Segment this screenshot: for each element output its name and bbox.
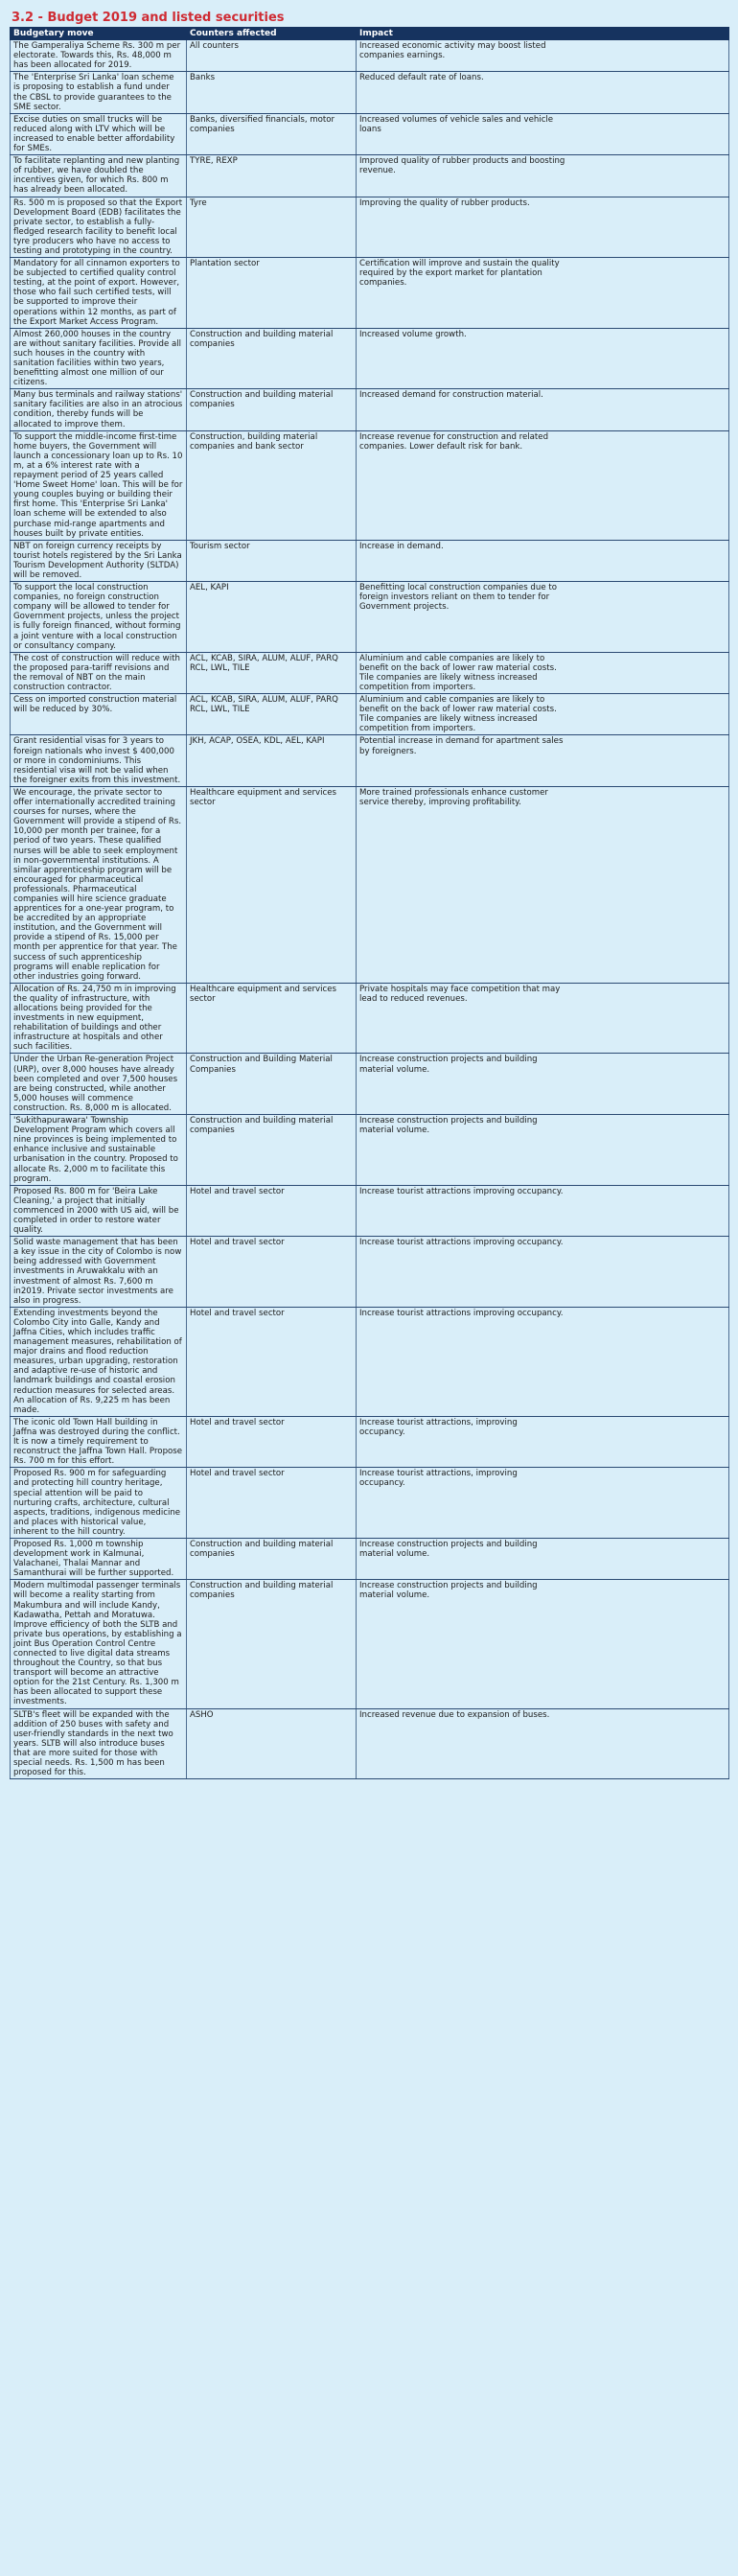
cell-impact: Increased economic activity may boost listed companies earnings. (357, 40, 729, 72)
cell-budgetary-move: To support the middle-income first-time home buyers, the Government will launch a concessionary loan up to Rs. 10 m, at a 6% interest rate with a repayment period of 25 years called 'Home Sweet Home' loan. This will be for young couples buying or building their first home. This 'Enterprise Sri Lanka' loan scheme will be extended to also purchase mid-range apartments and houses built by private entities. (11, 430, 187, 540)
table-row (11, 1468, 729, 1539)
cell-impact: Reduced default rate of loans. (357, 72, 729, 113)
cell-counters-affected: Construction and building material companies (187, 1580, 357, 1708)
cell-counters-affected: Hotel and travel sector (187, 1307, 357, 1416)
cell-budgetary-move: We encourage, the private sector to offer internationally accredited training courses for nurses, where the Government will provide a stipend of Rs. 10,000 per month per trainee, for a period of two years. These qualified nurses will be able to seek employment in non-governmental institutions. A similar apprenticeship program will be encouraged for pharmaceutical professionals. Pharmaceutical companies will hire science graduate apprentices for a one-year program, to be accredited by an appropriate institution, and the Government will provide a stipend of Rs. 15,000 per month per apprentice for that year. The success of such apprenticeship programs will enable replication for other industries going forward. (11, 786, 187, 983)
cell-impact: Benefitting local construction companies due to foreign investors reliant on them to tender for Government projects. (357, 582, 729, 653)
cell-impact: Increase tourist attractions, improving occupancy. (357, 1416, 729, 1467)
cell-impact: Private hospitals may face competition that may lead to reduced revenues. (357, 983, 729, 1054)
cell-impact: Increase in demand. (357, 540, 729, 581)
cell-budgetary-move: The 'Enterprise Sri Lanka' loan scheme is proposing to establish a fund under the CBSL to provide guarantees to the SME sector. (11, 72, 187, 113)
cell-impact: Increase construction projects and building material volume. (357, 1054, 729, 1115)
cell-impact: Increase tourist attractions improving occupancy. (357, 1307, 729, 1416)
table-row (11, 72, 729, 113)
cell-budgetary-move: Grant residential visas for 3 years to foreign nationals who invest $ 400,000 or more in condominiums. This residential visa will not be valid when the foreigner exits from this investment. (11, 735, 187, 786)
table-row (11, 786, 729, 983)
table-body (11, 40, 729, 1779)
table-row (11, 1115, 729, 1186)
cell-counters-affected: Hotel and travel sector (187, 1185, 357, 1236)
table-row (11, 389, 729, 430)
cell-counters-affected: JKH, ACAP, OSEA, KDL, AEL, KAPI (187, 735, 357, 786)
table-row (11, 540, 729, 581)
table-row (11, 155, 729, 197)
cell-impact: Increase tourist attractions improving occupancy. (357, 1237, 729, 1308)
cell-impact: Increased volume growth. (357, 328, 729, 389)
table-header-row (11, 28, 729, 40)
cell-counters-affected: Construction and building material companies (187, 389, 357, 430)
cell-counters-affected: ACL, KCAB, SIRA, ALUM, ALUF, PARQ RCL, LWL, TILE (187, 694, 357, 735)
header-impact: Impact (357, 28, 729, 40)
cell-budgetary-move: NBT on foreign currency receipts by tourist hotels registered by the Sri Lanka Tourism Development Authority (SLTDA) will be removed. (11, 540, 187, 581)
budget-table (10, 27, 729, 1779)
section-title: 3.2 - Budget 2019 and listed securities (12, 11, 285, 25)
cell-counters-affected: Construction and building material companies (187, 1115, 357, 1186)
cell-budgetary-move: Proposed Rs. 1,000 m township development work in Kalmunai, Valachanei, Thalai Mannar and Samanthurai will be further supported. (11, 1538, 187, 1579)
cell-impact: Aluminium and cable companies are likely to benefit on the back of lower raw material costs. Tile companies are likely witness increased competition from importers. (357, 694, 729, 735)
cell-counters-affected: Healthcare equipment and services sector (187, 983, 357, 1054)
header-budgetary-move: Budgetary move (11, 28, 187, 40)
cell-counters-affected: Construction and Building Material Companies (187, 1054, 357, 1115)
table-row (11, 1185, 729, 1236)
table-row (11, 652, 729, 693)
cell-budgetary-move: The iconic old Town Hall building in Jaffna was destroyed during the conflict. It is now a timely requirement to reconstruct the Jaffna Town Hall. Propose Rs. 700 m for this effort. (11, 1416, 187, 1467)
cell-budgetary-move: Allocation of Rs. 24,750 m in improving the quality of infrastructure, with allocations being provided for the investments in new equipment, rehabilitation of buildings and other infrastructure at hospitals and other such facilities. (11, 983, 187, 1054)
cell-counters-affected: Tourism sector (187, 540, 357, 581)
cell-counters-affected: Tyre (187, 197, 357, 258)
cell-budgetary-move: SLTB's fleet will be expanded with the addition of 250 buses with safety and user-friendly standards in the next two years. SLTB will also introduce buses that are more suited for those with special needs. Rs. 1,500 m has been proposed for this. (11, 1708, 187, 1779)
table-row (11, 582, 729, 653)
cell-impact: Increased demand for construction material. (357, 389, 729, 430)
cell-budgetary-move: Excise duties on small trucks will be reduced along with LTV which will be increased to enable better affordability for SMEs. (11, 113, 187, 154)
cell-budgetary-move: Solid waste management that has been a key issue in the city of Colombo is now being addressed with Government investments in Aruwakkalu with an investment of almost Rs. 7,600 m in2019. Private sector investments are also in progress. (11, 1237, 187, 1308)
cell-budgetary-move: The Gamperaliya Scheme Rs. 300 m per electorate. Towards this, Rs. 48,000 m has been allocated for 2019. (11, 40, 187, 72)
cell-impact: Increase tourist attractions, improving occupancy. (357, 1468, 729, 1539)
cell-counters-affected: ACL, KCAB, SIRA, ALUM, ALUF, PARQ RCL, LWL, TILE (187, 652, 357, 693)
cell-budgetary-move: Almost 260,000 houses in the country are without sanitary facilities. Provide all such houses in the country with sanitation facilities within two years, benefitting almost one million of our citizens. (11, 328, 187, 389)
cell-counters-affected: TYRE, REXP (187, 155, 357, 197)
cell-budgetary-move: Proposed Rs. 900 m for safeguarding and protecting hill country heritage, special attention will be paid to nurturing crafts, architecture, cultural aspects, traditions, indigenous medicine and places with historical value, inherent to the hill country. (11, 1468, 187, 1539)
cell-counters-affected: ASHO (187, 1708, 357, 1779)
cell-counters-affected: Banks (187, 72, 357, 113)
table-row (11, 1708, 729, 1779)
cell-budgetary-move: To support the local construction companies, no foreign construction company will be allowed to tender for Government projects, unless the project is fully foreign financed, without forming a joint venture with a local construction or consultancy company. (11, 582, 187, 653)
table-row (11, 430, 729, 540)
cell-counters-affected: Hotel and travel sector (187, 1468, 357, 1539)
table-row (11, 40, 729, 72)
cell-budgetary-move: Modern multimodal passenger terminals will become a reality starting from Makumbura and will include Kandy, Kadawatha, Pettah and Moratuwa. Improve efficiency of both the SLTB and private bus operations, by establishing a joint Bus Operation Control Centre connected to live digital data streams throughout the Country, so that bus transport will become an attractive option for the 21st Century. Rs. 1,300 m has been allocated to support these investments. (11, 1580, 187, 1708)
cell-budgetary-move: Mandatory for all cinnamon exporters to be subjected to certified quality control testing, at the point of export. However, those who fail such certified tests, will be supported to improve their operations within 12 months, as part of the Export Market Access Program. (11, 258, 187, 329)
table-row (11, 1237, 729, 1308)
cell-counters-affected: Construction and building material companies (187, 328, 357, 389)
cell-counters-affected: All counters (187, 40, 357, 72)
table-row (11, 1054, 729, 1115)
cell-budgetary-move: Extending investments beyond the Colombo City into Galle, Kandy and Jaffna Cities, which includes traffic management measures, rehabilitation of major drains and flood reduction measures, urban upgrading, restoration and adaptive re-use of historic and landmark buildings and coastal erosion reduction measures for selected areas. An allocation of Rs. 9,225 m has been made. (11, 1307, 187, 1416)
cell-budgetary-move: The cost of construction will reduce with the proposed para-tariff revisions and the removal of NBT on the main construction contractor. (11, 652, 187, 693)
cell-budgetary-move: To facilitate replanting and new planting of rubber, we have doubled the incentives given, for which Rs. 800 m has already been allocated. (11, 155, 187, 197)
table-row (11, 113, 729, 154)
cell-counters-affected: AEL, KAPI (187, 582, 357, 653)
cell-counters-affected: Hotel and travel sector (187, 1416, 357, 1467)
cell-budgetary-move: 'Sukithapurawara' Township Development Program which covers all nine provinces is being implemented to enhance inclusive and sustainable urbanisation in the country. Proposed to allocate Rs. 2,000 m to facilitate this program. (11, 1115, 187, 1186)
table-row (11, 983, 729, 1054)
cell-impact: Aluminium and cable companies are likely to benefit on the back of lower raw material costs. Tile companies are likely witness increased competition from importers. (357, 652, 729, 693)
cell-counters-affected: Plantation sector (187, 258, 357, 329)
cell-counters-affected: Banks, diversified financials, motor companies (187, 113, 357, 154)
header-counters-affected: Counters affected (187, 28, 357, 40)
cell-impact: Increased revenue due to expansion of buses. (357, 1708, 729, 1779)
cell-impact: Increased volumes of vehicle sales and vehicle loans (357, 113, 729, 154)
cell-impact: Increase revenue for construction and related companies. Lower default risk for bank. (357, 430, 729, 540)
cell-counters-affected: Healthcare equipment and services sector (187, 786, 357, 983)
cell-budgetary-move: Under the Urban Re-generation Project (URP), over 8,000 houses have already been completed and over 7,500 houses are being constructed, while another 5,000 houses will commence construction. Rs. 8,000 m is allocated. (11, 1054, 187, 1115)
cell-impact: More trained professionals enhance customer service thereby, improving profitability. (357, 786, 729, 983)
cell-impact: Increase tourist attractions improving occupancy. (357, 1185, 729, 1236)
cell-budgetary-move: Cess on imported construction material will be reduced by 30%. (11, 694, 187, 735)
table-row (11, 328, 729, 389)
table-row (11, 258, 729, 329)
table-row (11, 1580, 729, 1708)
cell-impact: Potential increase in demand for apartment sales by foreigners. (357, 735, 729, 786)
table-row (11, 1307, 729, 1416)
cell-budgetary-move: Many bus terminals and railway stations' sanitary facilities are also in an atrocious condition, thereby funds will be allocated to improve them. (11, 389, 187, 430)
cell-counters-affected: Construction, building material companies and bank sector (187, 430, 357, 540)
cell-counters-affected: Hotel and travel sector (187, 1237, 357, 1308)
cell-impact: Increase construction projects and building material volume. (357, 1538, 729, 1579)
table-row (11, 735, 729, 786)
cell-impact: Increase construction projects and building material volume. (357, 1115, 729, 1186)
cell-impact: Increase construction projects and building material volume. (357, 1580, 729, 1708)
cell-impact: Improved quality of rubber products and boosting revenue. (357, 155, 729, 197)
cell-budgetary-move: Proposed Rs. 800 m for 'Beira Lake Cleaning,' a project that initially commenced in 2000 with US aid, will be completed in order to restore water quality. (11, 1185, 187, 1236)
table-row (11, 1538, 729, 1579)
table-row (11, 1416, 729, 1467)
table-row (11, 197, 729, 258)
cell-impact: Improving the quality of rubber products. (357, 197, 729, 258)
cell-impact: Certification will improve and sustain the quality required by the export market for plantation companies. (357, 258, 729, 329)
table-row (11, 694, 729, 735)
cell-counters-affected: Construction and building material companies (187, 1538, 357, 1579)
cell-budgetary-move: Rs. 500 m is proposed so that the Export Development Board (EDB) facilitates the private sector, to establish a fully-fledged research facility to benefit local tyre producers who have no access to testing and prototyping in the country. (11, 197, 187, 258)
